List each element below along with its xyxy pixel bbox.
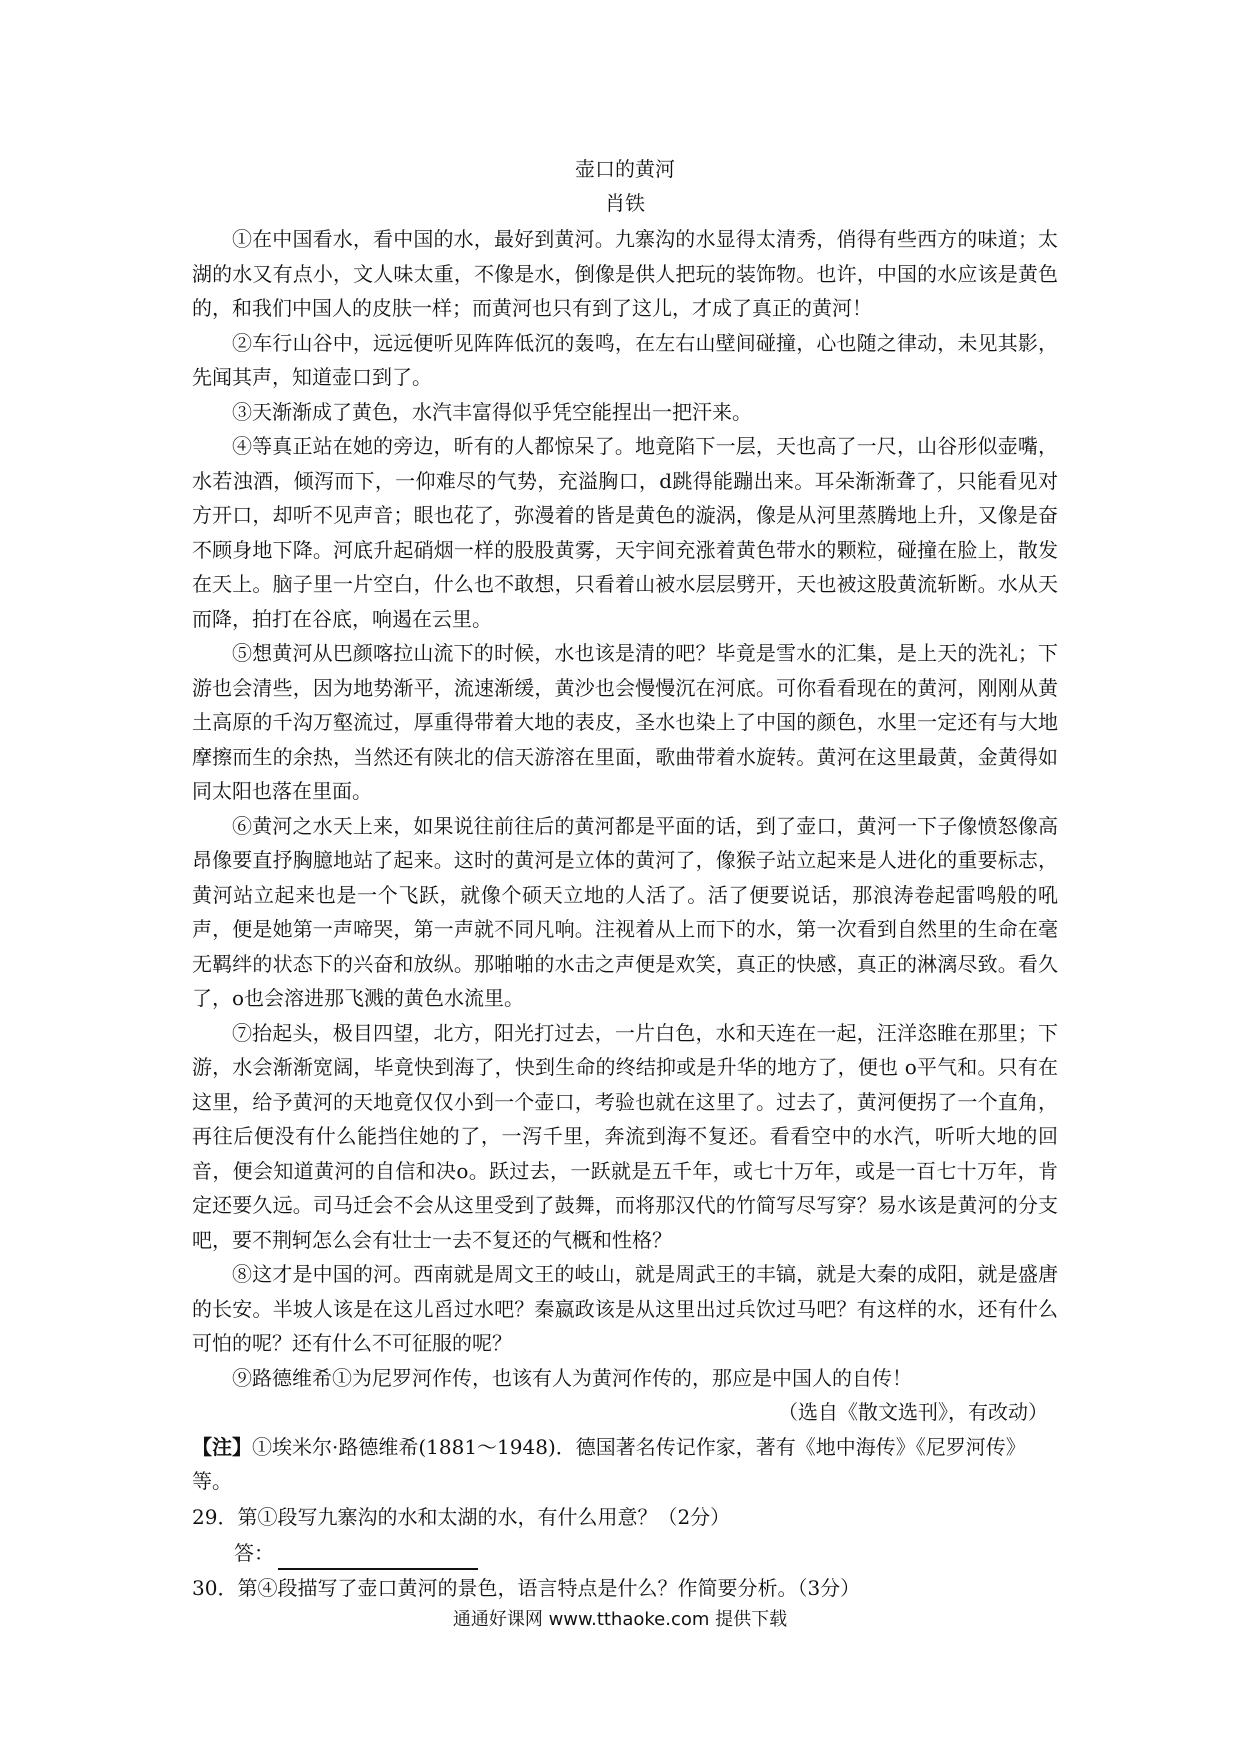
paragraph-8: ⑧这才是中国的河。西南就是周文王的岐山，就是周武王的丰镐，就是大秦的成阳，就是盛唐的长安。半坡人该是在这儿舀过水吧？秦嬴政该是从这里出过兵饮过马吧？有这样的水，还有什么可怕的呢？还有什么不可征服的呢？ bbox=[192, 1262, 1058, 1355]
footnote bbox=[192, 1430, 1058, 1499]
paragraph-6: ⑥黄河之水天上来，如果说往前往后的黄河都是平面的话，到了壶口，黄河一下子像愤怒像高昂像要直抒胸臆地站了起来。这时的黄河是立体的黄河了，像猴子站立起来是人进化的重要标志，黄河站立起来也是一个飞跃，就像个硕天立地的人活了。活了便要说话，那浪涛卷起雷鸣般的吼声，便是她第一声啼哭，第一声就不同凡响。注视着从上而下的水，第一次看到自然里的生命在毫无羁绊的状态下的兴奋和放纵。那啪啪的水击之声便是欢笑，真正的快感，真正的淋漓尽致。看久了，o也会溶进那飞溅的黄色水流里。 bbox=[192, 813, 1058, 1010]
paragraph-9: ⑨路德维希①为尼罗河作传，也该有人为黄河作传的，那应是中国人的自传！ bbox=[232, 1365, 912, 1390]
paragraph-4: ④等真正站在她的旁边，昕有的人都惊呆了。地竟陷下一层，天也高了一尺，山谷形似壶嘴，水若浊酒，倾泻而下，一仰难尽的气势，充溢胸口，d跳得能蹦出来。耳朵渐渐聋了，只能看见对方开口，却听不见声音；眼也花了，弥漫着的皆是黄色的漩涡，像是从河里蒸腾地上升，又像是奋不顾身地下降。河底升起硝烟一样的股股黄雾，天宇间充涨着黄色带水的颗粒，碰撞在脸上，散发在天上。脑子里一片空白，什么也不敢想，只看着山被水层层劈开，天也被这股黄流斩断。水从天而降，拍打在谷底，响遏在云里。 bbox=[192, 434, 1058, 631]
document-body bbox=[192, 152, 1058, 1607]
paragraph-3: ③天渐渐成了黄色，水汽丰富得似乎凭空能捏出一把汗来。 bbox=[232, 399, 752, 424]
question-29: 29．第①段写九寨沟的水和太湖的水，有什么用意？（2分） bbox=[192, 1504, 731, 1529]
article-title: 壶口的黄河 bbox=[575, 157, 675, 181]
footnote-tag: 【注】 bbox=[192, 1434, 252, 1459]
paragraph-7: ⑦抬起头，极目四望，北方，阳光打过去，一片白色，水和天连在一起，汪洋恣睢在那里；下游，水会渐渐宽阔，毕竟快到海了，快到生命的终结抑或是升华的地方了，便也 o平气和。只有在这里，给予黄河的天地竟仅仅小到一个壶口，考验也就在这里了。过去了，黄河便拐了一个直角，再往后便没有什么能挡住她的了，一泻千里，奔流到海不复还。看看空中的水汽，听听大地的回音，便会知道黄河的自信和决o。跃过去，一跃就是五千年，或七十万年，或是一百七十万年，肯定还要久远。司马迁会不会从这里受到了鼓舞，而将那汉代的竹简写尽写穿？易水该是黄河的分支吧，要不荆轲怎么会有壮士一去不复还的气概和性格？ bbox=[192, 1020, 1058, 1252]
article-source: （选自《散文选刊》，有改动） bbox=[778, 1400, 1048, 1424]
paragraph-2: ②车行山谷中，远远便听见阵阵低沉的轰鸣，在左右山壁间碰撞，心也随之律动，未见其影，先闻其声，知道壶口到了。 bbox=[192, 330, 1058, 389]
answer-area bbox=[234, 1536, 1058, 1570]
paragraph-5: ⑤想黄河从巴颜喀拉山流下的时候，水也该是清的吧？毕竟是雪水的汇集，是上天的洗礼；下游也会清些，因为地势渐平，流速渐缓，黄沙也会慢慢沉在河底。可你看看现在的黄河，刚刚从黄土高原的千沟万壑流过，厚重得带着大地的表皮，圣水也染上了中国的颜色，水里一定还有与大地摩擦而生的余热，当然还有陕北的信天游溶在里面，歌曲带着水旋转。黄河在这里最黄，金黄得如同太阳也落在里面。 bbox=[192, 641, 1058, 803]
question-30: 30．第④段描写了壶口黄河的景色，语言特点是什么？作简要分析。（3分） bbox=[192, 1575, 861, 1600]
article-author: 肖铁 bbox=[605, 191, 645, 215]
page-footer: 通通好课网 www.tthaoke.com 提供下载 bbox=[452, 1609, 788, 1630]
paragraph-1: ①在中国看水，看中国的水，最好到黄河。九寨沟的水显得太清秀，俏得有些西方的味道；太湖的水又有点小，文人味太重，不像是水，倒像是供人把玩的装饰物。也许，中国的水应该是黄色的，和我们中国人的皮肤一样；而黄河也只有到了这儿，才成了真正的黄河！ bbox=[192, 227, 1058, 320]
answer-label: 答： bbox=[234, 1540, 274, 1565]
answer-blank[interactable] bbox=[278, 1544, 478, 1570]
footnote-text: ①埃米尔·路德维希(1881～1948)．德国著名传记作家，著有《地中海传》《尼罗河传》等。 bbox=[192, 1434, 1026, 1493]
